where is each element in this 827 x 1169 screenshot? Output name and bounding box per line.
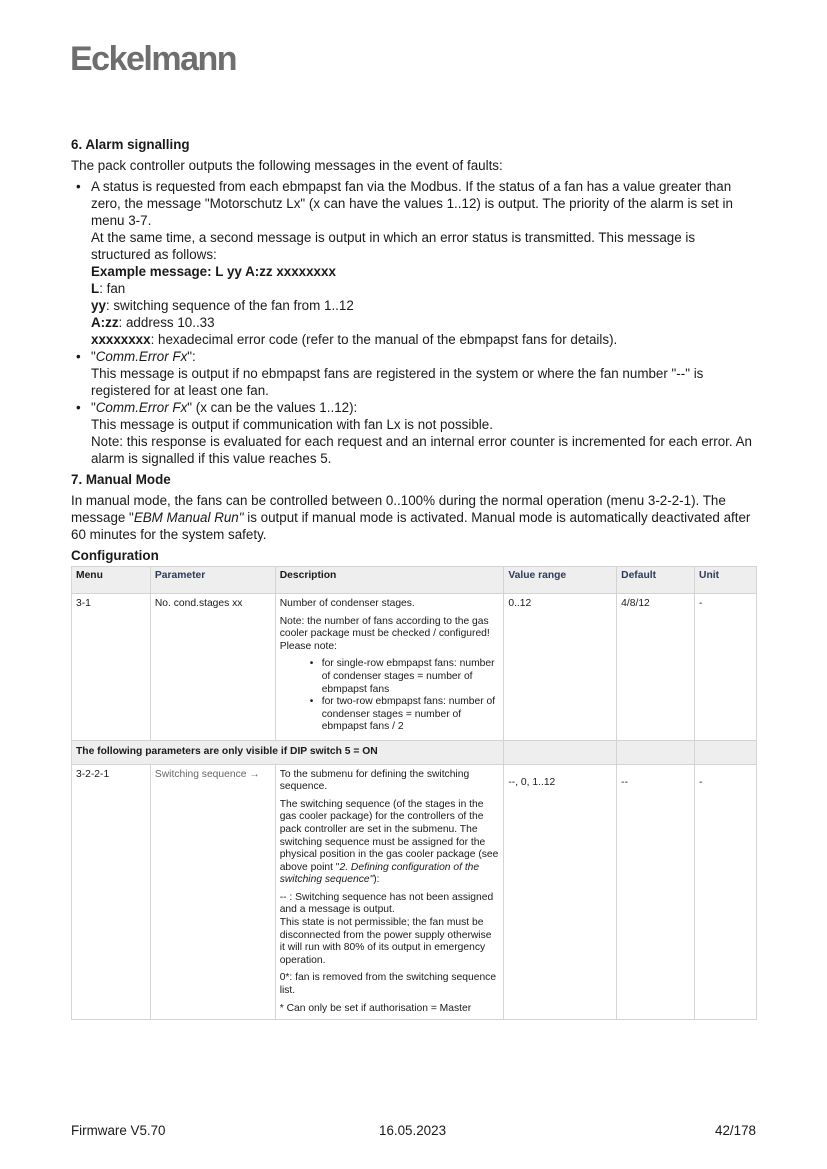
a-val: : address 10..33 (118, 315, 215, 330)
row1-default: 4/8/12 (617, 594, 695, 741)
example-message: Example message: L yy A:zz xxxxxxxx (91, 264, 336, 279)
eckelmann-logo: Eckelmann (70, 40, 237, 78)
row2-desc-3b: This state is not permissible; the fan must be disconnected from the power supply otherwise it will run with 80% of its output in emergency operation. (279, 917, 492, 966)
quote: " (91, 400, 96, 415)
x-val: : hexadecimal error code (refer to the manual of the ebmpapst fans for details). (150, 332, 618, 347)
quote-colon: ": (187, 349, 196, 364)
comm-error-note: Note: this response is evaluated for each request and an internal error counter is incremented for each error. An alarm is signalled if this value reaches 5. (91, 434, 752, 466)
row2-desc-3a: -- : Switching sequence has not been assigned and a message is output. (279, 891, 494, 916)
row1-unit: - (695, 594, 757, 741)
row2-default: -- (617, 764, 695, 1020)
table-section-row (72, 740, 757, 764)
footer-date: 16.05.2023 (379, 1123, 447, 1138)
table-row (72, 594, 757, 741)
row1-desc-li-2: • for two-row ebmpapst fans: number of condenser stages = number of ebmpapst fans / 2 (280, 696, 500, 734)
header-value-range: Value range (504, 567, 617, 594)
section-6-intro: The pack controller outputs the following messages in the event of faults: (71, 158, 503, 173)
row2-menu: 3-2-2-1 (72, 764, 151, 1020)
l-key: L (91, 281, 100, 296)
row1-description (275, 594, 504, 741)
comm-error-name: Comm.Error Fx (95, 349, 188, 364)
configuration-title: Configuration (71, 548, 159, 563)
yy-val: : switching sequence of the fan from 1..12 (105, 298, 354, 313)
header-parameter: Parameter (150, 567, 275, 594)
yy-key: yy (91, 298, 106, 313)
table-row (72, 764, 757, 1020)
comm-error-general-text: This message is output if no ebmpapst fans are registered in the system or where the fan number "--" is registered for at least one fan. (91, 366, 704, 398)
a-key: A:zz (91, 315, 119, 330)
row2-range: --, 0, 1..12 (504, 764, 617, 1020)
page-content (71, 136, 757, 1020)
row2-desc-2 (280, 799, 500, 887)
manual-text-2: is output if manual mode is activated. Manual mode is automatically deactivated after 60 minutes for the system safety. (71, 510, 751, 542)
row1-desc-list (280, 658, 500, 734)
table-header-row (72, 567, 757, 594)
section-empty-cell (617, 740, 695, 764)
manual-text-1: In manual mode, the fans can be controlled between 0..100% during the normal operation (menu 3-2-2-1). The message " (71, 493, 726, 525)
alarm-item-comm-error-general (71, 348, 757, 399)
row1-desc-li-1: • for single-row ebmpapst fans: number of condenser stages = number of ebmpapst fans (280, 658, 500, 696)
footer-page-number: 42/178 (715, 1123, 756, 1138)
row2-desc-3 (280, 892, 500, 968)
motorschutz-text: A status is requested from each ebmpapst fan via the Modbus. If the status of a fan has a value greater than zero, the message "Motorschutz Lx" (x can have the values 1..12) is output. The priority of the alarm is set in menu 3-7. (91, 179, 733, 228)
row2-unit: - (695, 764, 757, 1020)
section-empty-cell (504, 740, 617, 764)
row2-desc-2b: ): (373, 874, 380, 886)
comm-error-fan-text: This message is output if communication with fan Lx is not possible. (91, 417, 493, 432)
comm-error-range: " (x can be the values 1..12): (187, 400, 358, 415)
row1-menu: 3-1 (72, 594, 151, 741)
header-menu: Menu (72, 567, 151, 594)
row2-desc-2a: The switching sequence (of the stages in the gas cooler package) for the controllers of the pack controller are set in the submenu. The switching sequence must be assigned for the physical position in the gas cooler package (see above point " (279, 798, 499, 873)
alarm-list (71, 178, 757, 467)
manual-message-name: EBM Manual Run" (133, 510, 244, 525)
section-7-title: 7. Manual Mode (71, 472, 171, 487)
row1-desc-1: Number of condenser stages. (279, 598, 415, 609)
section-6-title: 6. Alarm signalling (71, 137, 190, 152)
configuration-table (71, 566, 757, 1020)
alarm-item-motorschutz (71, 178, 757, 348)
error-status-text: At the same time, a second message is output in which an error status is transmitted. This message is structured as follows: (91, 230, 696, 262)
row1-range: 0..12 (504, 594, 617, 741)
alarm-item-comm-error-fan (71, 399, 757, 467)
header-unit: Unit (695, 567, 757, 594)
footer-firmware: Firmware V5.70 (71, 1123, 166, 1138)
row1-desc-2: Note: the number of fans according to the gas cooler package must be checked / configured! Please note: (279, 615, 490, 652)
row2-desc-1: To the submenu for defining the switching sequence. (279, 768, 470, 793)
x-key: xxxxxxxx (91, 332, 151, 347)
quote: " (91, 349, 96, 364)
row2-description (275, 764, 504, 1020)
row1-parameter: No. cond.stages xx (150, 594, 275, 741)
header-default: Default (617, 567, 695, 594)
row2-parameter-link[interactable]: Switching sequence → (150, 764, 275, 1020)
header-description: Description (275, 567, 504, 594)
l-val: : fan (99, 281, 126, 296)
section-row-label: The following parameters are only visible if DIP switch 5 = ON (72, 740, 504, 764)
section-empty-cell (695, 740, 757, 764)
row2-desc-4: 0*: fan is removed from the switching sequence list. (279, 972, 497, 997)
row2-desc-5: * Can only be set if authorisation = Master (279, 1002, 472, 1014)
comm-error-name: Comm.Error Fx (95, 400, 188, 415)
section-7-text (71, 492, 757, 543)
row2-desc-2-ref: 2. Defining configuration of the switching sequence" (279, 861, 480, 886)
